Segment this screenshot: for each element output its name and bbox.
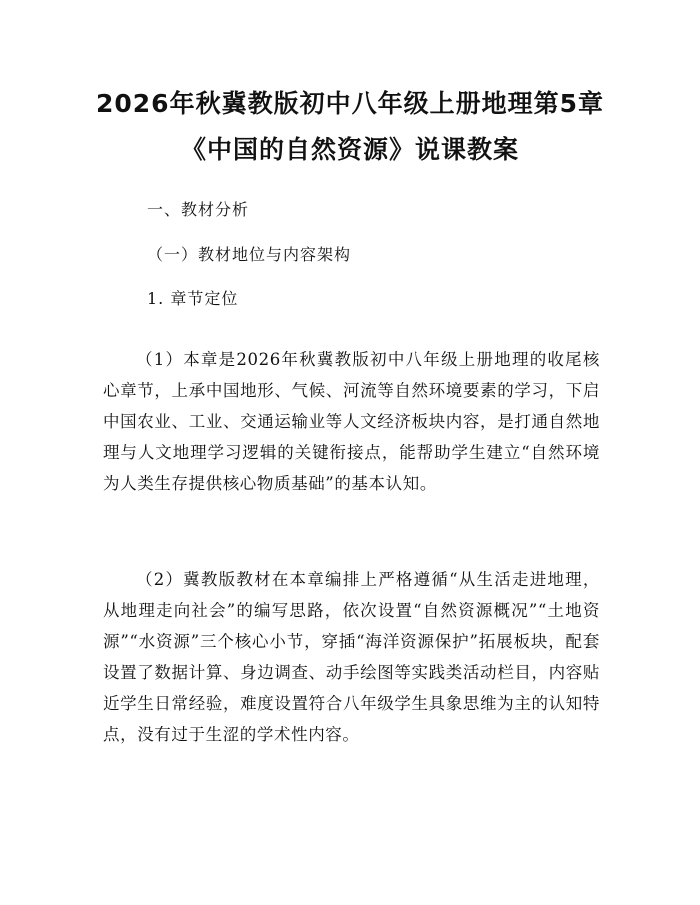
paragraph-1: （1）本章是2026年秋冀教版初中八年级上册地理的收尾核心章节，上承中国地形、气候、河流等自然环境要素的学习，下启中国农业、工业、交通运输业等人文经济板块内容，是打通自然地理与人文地理学习逻辑的关键衔接点，能帮助学生建立“自然环境为人类生存提供核心物质基础”的基本认知。 bbox=[103, 349, 600, 493]
paragraph-2: （2）冀教版教材在本章编排上严格遵循“从生活走进地理，从地理走向社会”的编写思路，依次设置“自然资源概况”“土地资源”“水资源”三个核心小节，穿插“海洋资源保护”拓展板块，配套设置了数据计算、身边调查、动手绘图等实践类活动栏目，内容贴近学生日常经验，难度设置符合八年级学生具象思维为主的认知特点，没有过于生涩的学术性内容。 bbox=[103, 569, 600, 744]
subsection-heading: （一）教材地位与内容架构 bbox=[147, 245, 352, 264]
item-heading: 1. 章节定位 bbox=[147, 289, 239, 308]
document-title-line-1: 2026年秋冀教版初中八年级上册地理第5章 bbox=[96, 89, 604, 118]
section-heading: 一、教材分析 bbox=[147, 200, 250, 219]
document-title-line-2: 《中国的自然资源》说课教案 bbox=[180, 135, 519, 164]
